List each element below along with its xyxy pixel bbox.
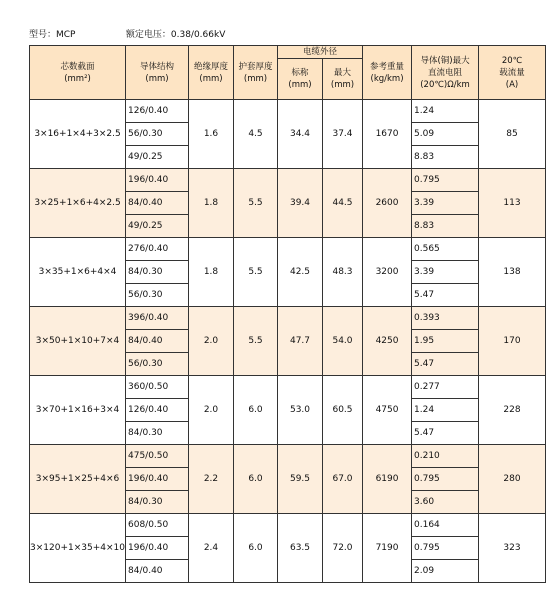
cell-conductor: 84/0.30 xyxy=(126,422,189,445)
cell-resistance: 8.83 xyxy=(412,146,479,169)
table-row xyxy=(30,376,546,399)
col-ampacity-header xyxy=(479,46,546,100)
cell-resistance: 5.09 xyxy=(412,123,479,146)
spec-header xyxy=(29,27,225,40)
cell-max-diameter: 72.0 xyxy=(323,514,363,583)
cell-conductor: 56/0.30 xyxy=(126,123,189,146)
cell-resistance: 3.60 xyxy=(412,491,479,514)
cell-weight: 3200 xyxy=(363,238,412,307)
cell-resistance: 8.83 xyxy=(412,215,479,238)
cable-spec-table xyxy=(29,45,546,583)
cell-insulation: 2.4 xyxy=(189,514,234,583)
col-conductor-unit: (mm) xyxy=(145,73,169,84)
cell-max-diameter: 44.5 xyxy=(323,169,363,238)
col-nominal-unit: (mm) xyxy=(288,80,312,90)
cell-sheath: 4.5 xyxy=(234,100,278,169)
col-max-unit: (mm) xyxy=(330,80,355,90)
cell-ampacity: 170 xyxy=(479,307,546,376)
col-insulation-unit: (mm) xyxy=(199,73,223,84)
cell-nominal-diameter: 53.0 xyxy=(278,376,323,445)
cell-section: 3×95+1×25+4×6 xyxy=(30,445,126,514)
cell-resistance: 0.164 xyxy=(412,514,479,537)
cell-conductor: 360/0.50 xyxy=(126,376,189,399)
table-header xyxy=(30,46,546,100)
table-row xyxy=(30,100,546,123)
cell-nominal-diameter: 59.5 xyxy=(278,445,323,514)
table-body xyxy=(30,100,546,583)
col-weight-label: 参考重量 xyxy=(370,61,405,72)
col-section-header xyxy=(30,46,126,100)
cell-sheath: 6.0 xyxy=(234,514,278,583)
model-label: 型号：MCP xyxy=(29,30,76,40)
col-ampacity-line-2: 载流量 xyxy=(499,67,525,78)
cell-sheath: 6.0 xyxy=(234,376,278,445)
cell-max-diameter: 37.4 xyxy=(323,100,363,169)
cell-weight: 6190 xyxy=(363,445,412,514)
col-ampacity-line-1: 20℃ xyxy=(501,55,523,66)
col-section-label: 芯数截面 xyxy=(60,61,95,72)
cell-nominal-diameter: 63.5 xyxy=(278,514,323,583)
col-sheath-header xyxy=(234,46,278,100)
col-nominal-header xyxy=(278,59,323,100)
cell-conductor: 84/0.40 xyxy=(126,192,189,215)
col-resistance-line-2: 直流电阻 xyxy=(428,67,463,78)
cell-resistance: 0.795 xyxy=(412,468,479,491)
col-resistance-header xyxy=(412,46,479,100)
cell-section: 3×25+1×6+4×2.5 xyxy=(30,169,126,238)
col-weight-header xyxy=(363,46,412,100)
table-row xyxy=(30,169,546,192)
cell-section: 3×50+1×10+7×4 xyxy=(30,307,126,376)
cell-insulation: 2.0 xyxy=(189,307,234,376)
cell-nominal-diameter: 39.4 xyxy=(278,169,323,238)
table-row xyxy=(30,238,546,261)
cell-max-diameter: 67.0 xyxy=(323,445,363,514)
col-weight-unit: (kg/km) xyxy=(370,73,404,84)
cell-ampacity: 113 xyxy=(479,169,546,238)
cell-sheath: 5.5 xyxy=(234,238,278,307)
cell-resistance: 1.24 xyxy=(412,399,479,422)
cell-conductor: 84/0.30 xyxy=(126,261,189,284)
cell-resistance: 3.39 xyxy=(412,261,479,284)
cell-ampacity: 85 xyxy=(479,100,546,169)
cell-insulation: 2.0 xyxy=(189,376,234,445)
cell-conductor: 396/0.40 xyxy=(126,307,189,330)
voltage-label: 额定电压：0.38/0.66kV xyxy=(125,30,226,40)
col-resistance-line-1: 导体(铜)最大 xyxy=(420,55,470,66)
cell-resistance: 0.795 xyxy=(412,537,479,560)
cell-insulation: 1.6 xyxy=(189,100,234,169)
cell-sheath: 6.0 xyxy=(234,445,278,514)
cell-ampacity: 323 xyxy=(479,514,546,583)
table-row xyxy=(30,514,546,537)
cell-max-diameter: 60.5 xyxy=(323,376,363,445)
cell-conductor: 56/0.30 xyxy=(126,353,189,376)
col-max-header xyxy=(323,59,363,100)
cell-max-diameter: 54.0 xyxy=(323,307,363,376)
cell-resistance: 5.47 xyxy=(412,422,479,445)
cell-conductor: 84/0.30 xyxy=(126,491,189,514)
col-outer-diameter-header: 电缆外径 xyxy=(278,46,363,59)
cell-resistance: 5.47 xyxy=(412,284,479,307)
cell-weight: 1670 xyxy=(363,100,412,169)
cell-resistance: 0.393 xyxy=(412,307,479,330)
cell-conductor: 196/0.40 xyxy=(126,169,189,192)
cell-max-diameter: 48.3 xyxy=(323,238,363,307)
cell-resistance: 1.24 xyxy=(412,100,479,123)
col-nominal-label: 标称 xyxy=(291,68,309,78)
col-insulation-label: 绝缘厚度 xyxy=(193,61,228,72)
cell-section: 3×35+1×6+4×4 xyxy=(30,238,126,307)
cell-nominal-diameter: 34.4 xyxy=(278,100,323,169)
cell-weight: 2600 xyxy=(363,169,412,238)
cell-weight: 7190 xyxy=(363,514,412,583)
cell-nominal-diameter: 42.5 xyxy=(278,238,323,307)
col-insulation-header xyxy=(189,46,234,100)
cell-section: 3×70+1×16+3×4 xyxy=(30,376,126,445)
cell-sheath: 5.5 xyxy=(234,169,278,238)
cell-section: 3×120+1×35+4×10 xyxy=(30,514,126,583)
cell-resistance: 5.47 xyxy=(412,353,479,376)
cell-insulation: 1.8 xyxy=(189,238,234,307)
cell-resistance: 0.565 xyxy=(412,238,479,261)
cell-conductor: 126/0.40 xyxy=(126,399,189,422)
col-max-label: 最大 xyxy=(334,68,352,78)
cell-section: 3×16+1×4+3×2.5 xyxy=(30,100,126,169)
cell-resistance: 0.277 xyxy=(412,376,479,399)
col-conductor-header xyxy=(126,46,189,100)
cell-conductor: 49/0.25 xyxy=(126,146,189,169)
col-section-unit: (mm²) xyxy=(64,73,91,84)
cell-resistance: 3.39 xyxy=(412,192,479,215)
table-row xyxy=(30,307,546,330)
cell-ampacity: 280 xyxy=(479,445,546,514)
cell-conductor: 56/0.30 xyxy=(126,284,189,307)
col-conductor-label: 导体结构 xyxy=(139,61,174,72)
cell-conductor: 608/0.50 xyxy=(126,514,189,537)
cell-conductor: 126/0.40 xyxy=(126,100,189,123)
cell-nominal-diameter: 47.7 xyxy=(278,307,323,376)
cell-conductor: 84/0.40 xyxy=(126,560,189,583)
cell-weight: 4750 xyxy=(363,376,412,445)
cell-conductor: 276/0.40 xyxy=(126,238,189,261)
cell-conductor: 475/0.50 xyxy=(126,445,189,468)
cell-ampacity: 138 xyxy=(479,238,546,307)
cell-conductor: 196/0.40 xyxy=(126,537,189,560)
col-resistance-line-3: (20℃)Ω/km xyxy=(420,79,470,90)
cell-resistance: 0.210 xyxy=(412,445,479,468)
cell-conductor: 196/0.40 xyxy=(126,468,189,491)
col-sheath-label: 护套厚度 xyxy=(238,61,273,72)
cell-weight: 4250 xyxy=(363,307,412,376)
cell-conductor: 84/0.40 xyxy=(126,330,189,353)
cell-insulation: 2.2 xyxy=(189,445,234,514)
cell-ampacity: 228 xyxy=(479,376,546,445)
col-ampacity-line-3: (A) xyxy=(505,79,519,90)
cell-insulation: 1.8 xyxy=(189,169,234,238)
cell-resistance: 1.95 xyxy=(412,330,479,353)
table-row xyxy=(30,445,546,468)
col-sheath-unit: (mm) xyxy=(243,73,268,84)
cell-resistance: 0.795 xyxy=(412,169,479,192)
cell-resistance: 2.09 xyxy=(412,560,479,583)
cell-sheath: 5.5 xyxy=(234,307,278,376)
cell-conductor: 49/0.25 xyxy=(126,215,189,238)
